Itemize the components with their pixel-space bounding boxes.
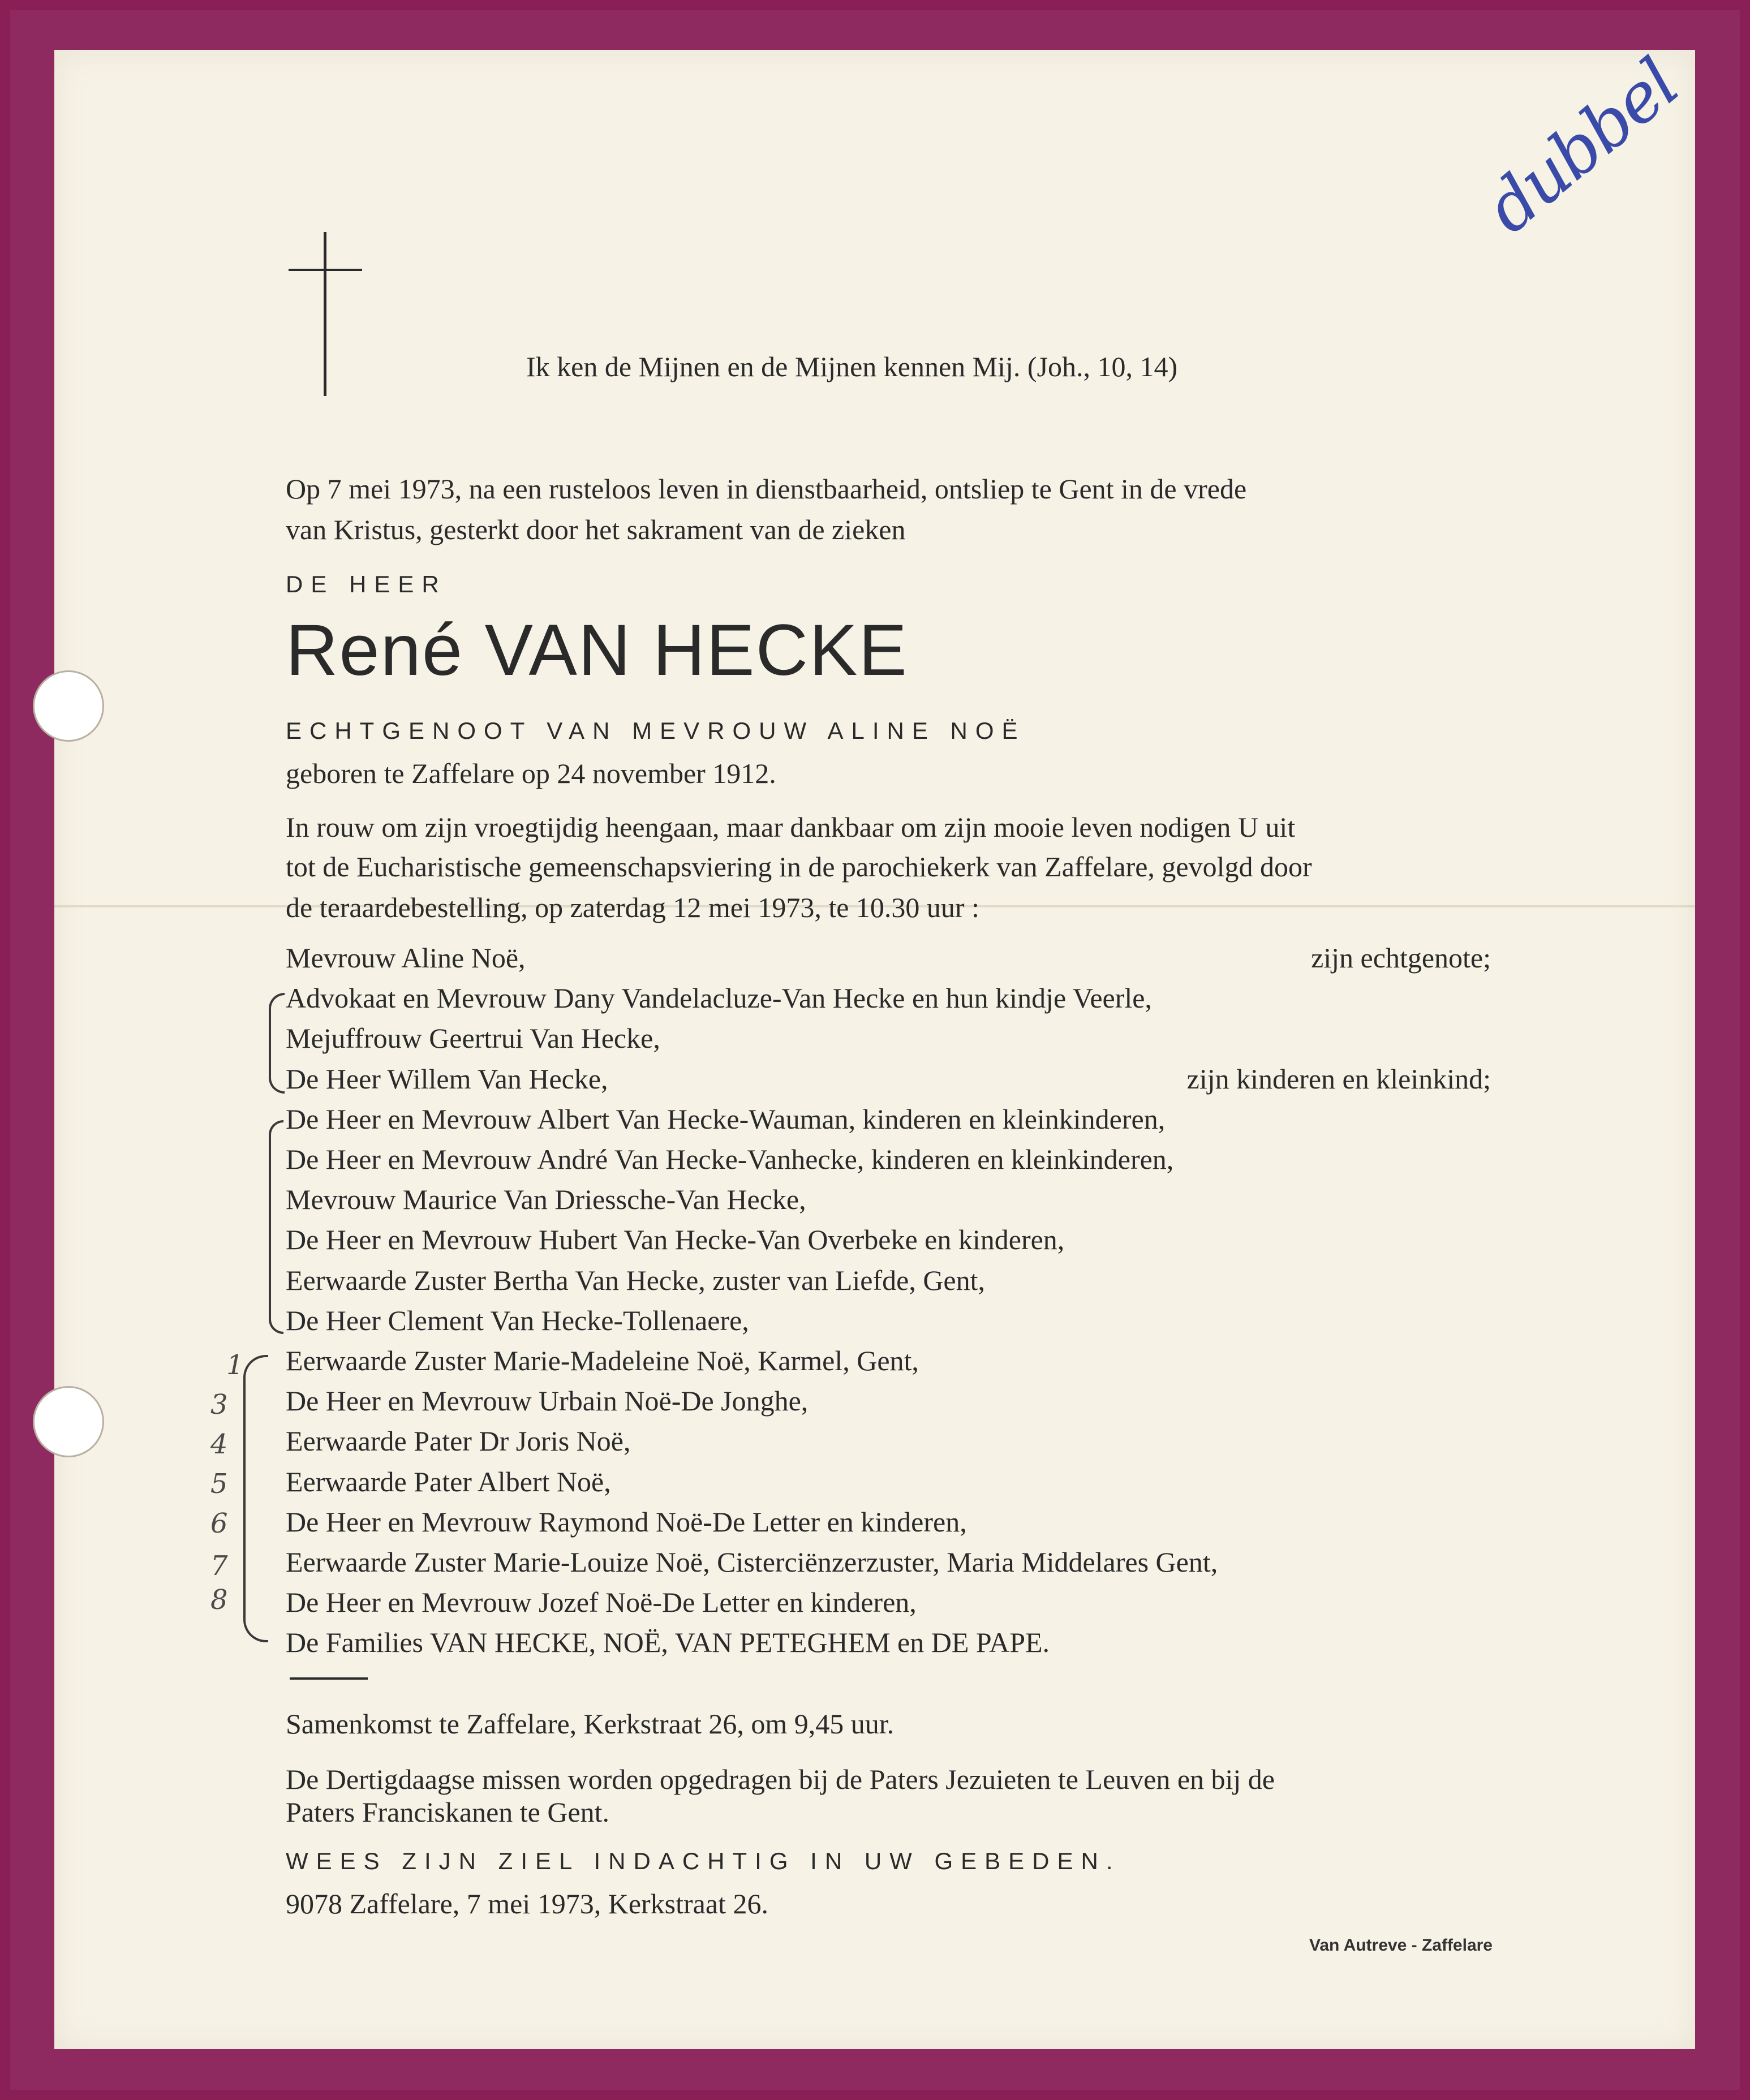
family-row <box>286 941 1491 975</box>
margin-number: 6 <box>210 1508 228 1539</box>
margin-number: 3 <box>210 1389 228 1421</box>
family-row <box>286 1545 1491 1579</box>
family-member-name: Advokaat en Mevrouw Dany Vandelacluze-Van Hecke en hun kindje Veerle, <box>286 982 1152 1014</box>
meeting-line: Samenkomst te Zaffelare, Kerkstraat 26, om 9,45 uur. <box>286 1708 895 1740</box>
prayer-line: WEES ZIJN ZIEL INDACHTIG IN UW GEBEDEN. <box>286 1848 1121 1874</box>
printer-credit: Van Autreve - Zaffelare <box>1309 1936 1493 1955</box>
margin-number: 1 <box>226 1349 244 1381</box>
spouse-line: ECHTGENOOT VAN MEVROUW ALINE NOË <box>286 717 1026 744</box>
family-member-name: Eerwaarde Zuster Bertha Van Hecke, zuster van Liefde, Gent, <box>286 1264 986 1296</box>
family-member-name: De Heer en Mevrouw Raymond Noë-De Letter en kinderen, <box>286 1506 967 1538</box>
invitation-line-1: In rouw om zijn vroegtijdig heengaan, maar dankbaar om zijn mooie leven nodigen U uit <box>286 811 1296 843</box>
family-member-name: De Families VAN HECKE, NOË, VAN PETEGHEM en DE PAPE. <box>286 1626 1050 1658</box>
pencil-bracket-children <box>269 993 285 1094</box>
family-row <box>286 1142 1491 1176</box>
deceased-name: René VAN HECKE <box>286 610 908 691</box>
invitation-line-3: de teraardebestelling, op zaterdag 12 mei 1973, te 10.30 uur : <box>286 892 979 923</box>
margin-number: 5 <box>210 1468 228 1500</box>
family-row <box>286 1344 1491 1378</box>
family-member-name: Mejuffrouw Geertrui Van Hecke, <box>286 1022 660 1054</box>
family-row <box>286 1021 1491 1055</box>
masses-line-2: Paters Franciskanen te Gent. <box>286 1796 610 1828</box>
family-row <box>286 1384 1491 1418</box>
family-member-name: Mevrouw Aline Noë, <box>286 942 526 974</box>
family-member-name: De Heer en Mevrouw Urbain Noë-De Jonghe, <box>286 1385 809 1417</box>
pencil-bracket-noe-family <box>243 1355 268 1642</box>
family-member-name: De Heer en Mevrouw Hubert Van Hecke-Van Overbeke en kinderen, <box>286 1224 1065 1255</box>
family-member-name: Eerwaarde Pater Albert Noë, <box>286 1466 611 1497</box>
masses-line-1: De Dertigdaagse missen worden opgedragen bij de Paters Jezuieten te Leuven en bij de <box>286 1763 1275 1795</box>
title-prefix: DE HEER <box>286 571 447 597</box>
family-relation: zijn kinderen en kleinkind; <box>1186 1063 1491 1095</box>
intro-line-2: van Kristus, gesterkt door het sakrament van de zieken <box>286 514 906 545</box>
birth-line: geboren te Zaffelare op 24 november 1912. <box>286 758 776 789</box>
place-date-line: 9078 Zaffelare, 7 mei 1973, Kerkstraat 26. <box>286 1888 768 1920</box>
family-row <box>286 1062 1491 1096</box>
margin-number: 4 <box>210 1428 228 1460</box>
family-row <box>286 1263 1491 1297</box>
family-member-name: Eerwaarde Zuster Marie-Madeleine Noë, Karmel, Gent, <box>286 1345 919 1376</box>
family-row <box>286 1465 1491 1499</box>
bible-quote: Ik ken de Mijnen en de Mijnen kennen Mij. (Joh., 10, 14) <box>526 351 1178 382</box>
family-row <box>286 1102 1491 1136</box>
family-member-name: De Heer en Mevrouw Jozef Noë-De Letter en kinderen, <box>286 1586 917 1618</box>
family-member-name: De Heer en Mevrouw Albert Van Hecke-Wauman, kinderen en kleinkinderen, <box>286 1103 1166 1135</box>
handwritten-note: dubbel <box>1471 45 1693 248</box>
family-row <box>286 1182 1491 1216</box>
family-row <box>286 1223 1491 1256</box>
family-row <box>286 981 1491 1015</box>
family-row <box>286 1585 1491 1619</box>
family-member-name: De Heer en Mevrouw André Van Hecke-Vanhecke, kinderen en kleinkinderen, <box>286 1143 1174 1175</box>
separator-rule <box>290 1677 368 1680</box>
margin-number: 7 <box>210 1550 228 1582</box>
family-row <box>286 1625 1491 1659</box>
family-member-name: Mevrouw Maurice Van Driessche-Van Hecke, <box>286 1184 806 1215</box>
family-member-name: Eerwaarde Zuster Marie-Louize Noë, Cisterciënzerzuster, Maria Middelares Gent, <box>286 1546 1218 1578</box>
family-row <box>286 1424 1491 1458</box>
margin-number: 8 <box>210 1584 228 1616</box>
family-member-name: Eerwaarde Pater Dr Joris Noë, <box>286 1425 631 1457</box>
family-row <box>286 1303 1491 1337</box>
punch-hole-bottom <box>33 1386 104 1457</box>
invitation-line-2: tot de Eucharistische gemeenschapsviering in de parochiekerk van Zaffelare, gevolgd door <box>286 851 1312 883</box>
intro-line-1: Op 7 mei 1973, na een rusteloos leven in dienstbaarheid, ontsliep te Gent in de vrede <box>286 473 1247 505</box>
family-row <box>286 1505 1491 1539</box>
family-relation: zijn echtgenote; <box>1311 942 1491 974</box>
punch-hole-top <box>33 670 104 742</box>
family-member-name: De Heer Clement Van Hecke-Tollenaere, <box>286 1305 749 1336</box>
pencil-bracket-siblings <box>269 1120 283 1334</box>
cross-icon <box>289 232 362 396</box>
family-member-name: De Heer Willem Van Hecke, <box>286 1063 608 1095</box>
